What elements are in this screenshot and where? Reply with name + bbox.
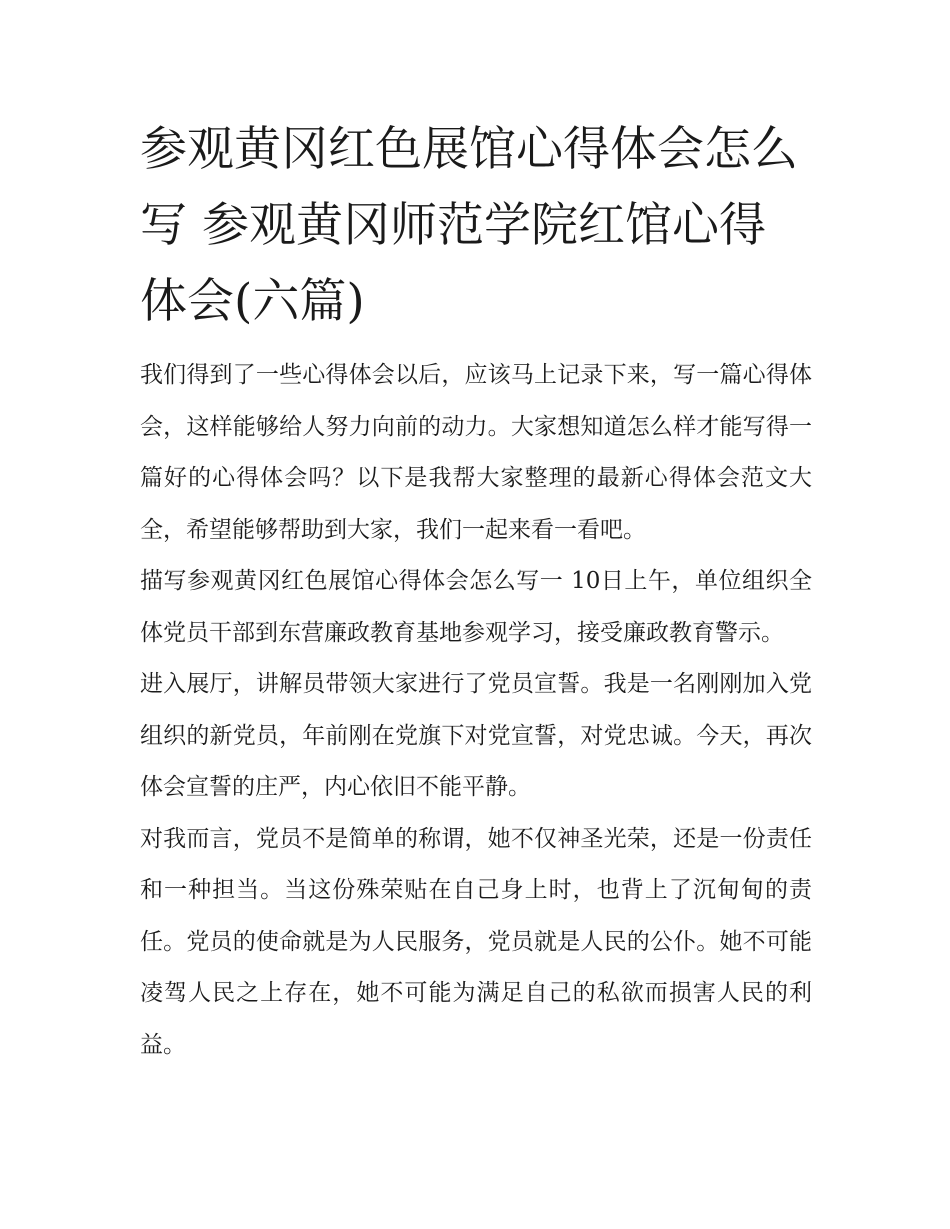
paragraph-intro: 我们得到了一些心得体会以后，应该马上记录下来，写一篇心得体会，这样能够给人努力向前的动力。大家想知道怎么样才能写得一篇好的心得体会吗？以下是我帮大家整理的最新心得体会范文大全，希望能够帮助到大家，我们一起来看一看吧。 [140, 362, 812, 543]
paragraph-visit: 描写参观黄冈红色展馆心得体会怎么写一 10日上午，单位组织全体党员干部到东营廉政教育基地参观学习，接受廉政教育警示。 [140, 568, 812, 646]
document-title: 参观黄冈红色展馆心得体会怎么写 参观黄冈师范学院红馆心得体会(六篇) [140, 122, 798, 329]
paragraph-oath: 进入展厅，讲解员带领大家进行了党员宣誓。我是一名刚刚加入党组织的新党员，年前刚在党旗下对党宣誓，对党忠诚。今天，再次体会宣誓的庄严，内心依旧不能平静。 [140, 671, 812, 800]
document-page [140, 112, 812, 1071]
paragraph-responsibility: 对我而言，党员不是简单的称谓，她不仅神圣光荣，还是一份责任和一种担当。当这份殊荣贴在自己身上时，也背上了沉甸甸的责任。党员的使命就是为人民服务，党员就是人民的公仆。她不可能凌驾人民之上存在，她不可能为满足自己的私欲而损害人民的利益。 [140, 825, 812, 1058]
